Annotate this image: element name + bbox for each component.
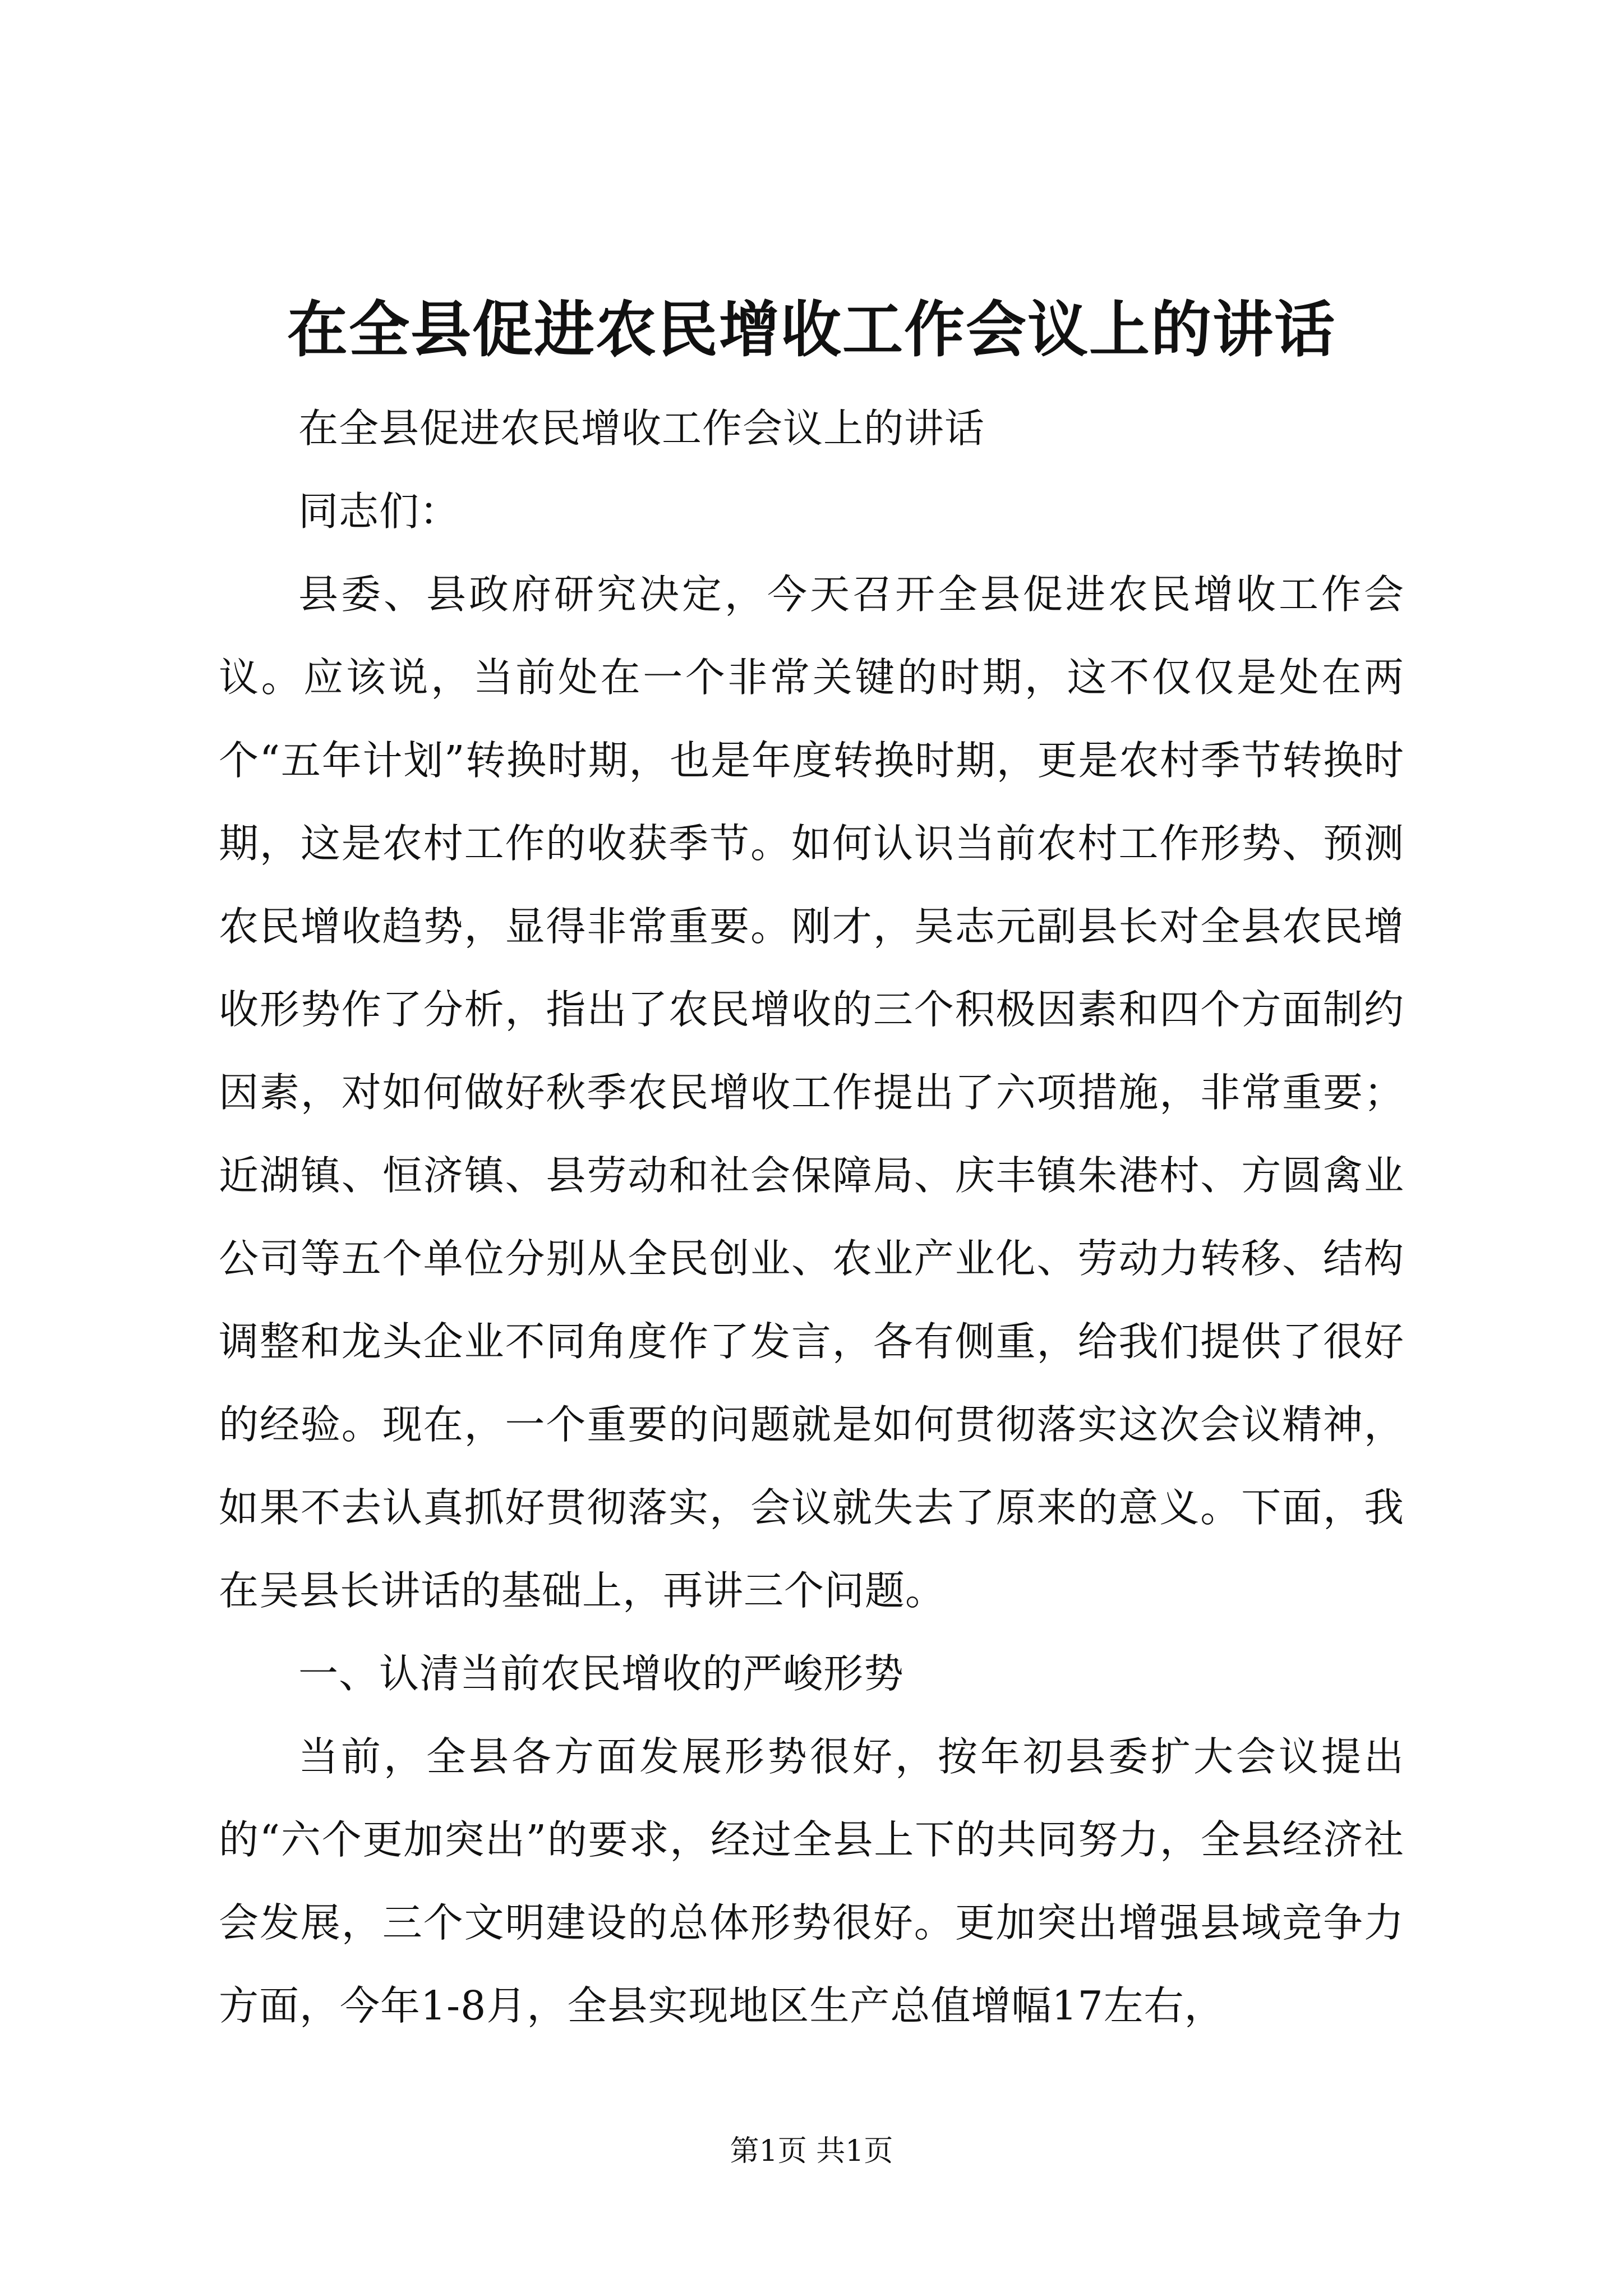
page-number: 第1页 共1页: [730, 2134, 893, 2168]
document-body: [219, 387, 1404, 2047]
page-footer: [0, 2132, 1623, 2171]
section-heading: 一、认清当前农民增收的严峻形势: [298, 1650, 905, 1697]
body-paragraph: 当前，全县各方面发展形势很好，按年初县委扩大会议提出的“六个更加突出”的要求，经过全县上下的共同努力，全县经济社会发展，三个文明建设的总体形势很好。更加突出增强县域竞争力方面，今年1-8月，全县实现地区生产总值增幅17左右，: [219, 1733, 1404, 2029]
subtitle-paragraph: 在全县促进农民增收工作会议上的讲话: [298, 405, 985, 452]
salutation-paragraph: 同志们：: [298, 488, 460, 535]
body-paragraph: 县委、县政府研究决定，今天召开全县促进农民增收工作会议。应该说，当前处在一个非常关键的时期，这不仅仅是处在两个“五年计划”转换时期，也是年度转换时期，更是农村季节转换时期，这是农村工作的收获季节。如何认识当前农村工作形势、预测农民增收趋势，显得非常重要。刚才，吴志元副县长对全县农民增收形势作了分析，指出了农民增收的三个积极因素和四个方面制约因素，对如何做好秋季农民增收工作提出了六项措施，非常重要；近湖镇、恒济镇、县劳动和社会保障局、庆丰镇朱港村、方圆禽业公司等五个单位分别从全民创业、农业产业化、劳动力转移、结构调整和龙头企业不同角度作了发言，各有侧重，给我们提供了很好的经验。现在，一个重要的问题就是如何贯彻落实这次会议精神，如果不去认真抓好贯彻落实，会议就失去了原来的意义。下面，我在吴县长讲话的基础上，再讲三个问题。: [219, 571, 1404, 1614]
document-title: 在全县促进农民增收工作会议上的讲话: [287, 295, 1336, 365]
